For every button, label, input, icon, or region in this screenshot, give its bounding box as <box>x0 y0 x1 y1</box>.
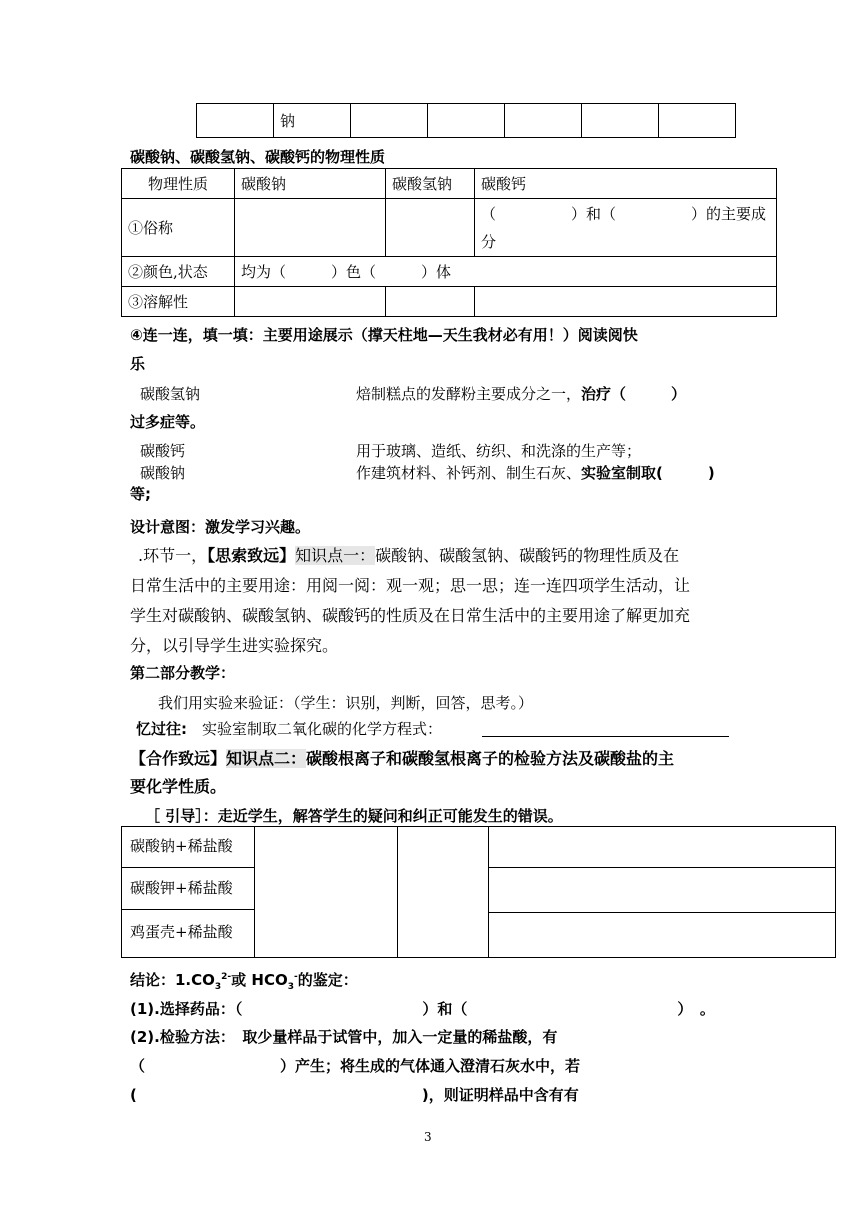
connect-right: 作建筑材料、补钙剂、制生石灰、实验室制取( ) <box>356 464 715 482</box>
step2-line1: (2).检验方法： 取少量样品于试管中，加入一定量的稀盐酸，有 <box>130 1028 558 1046</box>
design-intent: 设计意图：激发学习兴趣。 <box>130 518 311 536</box>
reaction-table <box>121 826 836 958</box>
section1-line4: 分，以引导学生进实验探究。 <box>130 636 339 655</box>
props-row-label: ③溶解性 <box>122 287 235 317</box>
section1-line3: 学生对碳酸钠、碳酸氢钠、碳酸钙的性质及在日常生活中的主要用途了解更加充 <box>130 606 691 625</box>
top-table <box>196 103 736 138</box>
connect-right: 焙制糕点的发酵粉主要成分之一，治疗（ ） <box>356 385 687 403</box>
color-state-text: 均为（ ）色（ ）体 <box>235 257 777 287</box>
top-table-cell: 钠 <box>274 104 351 138</box>
reaction-row-label: 碳酸钾+稀盐酸 <box>130 879 233 897</box>
props-table <box>121 168 777 317</box>
props-header: 碳酸氢钠 <box>386 169 475 199</box>
props-header: 碳酸钠 <box>235 169 386 199</box>
props-heading: 碳酸钠、碳酸氢钠、碳酸钙的物理性质 <box>130 148 386 166</box>
part2-heading: 第二部分教学： <box>130 664 236 682</box>
props-row-label: ①俗称 <box>122 199 235 257</box>
connect-left: 碳酸钙 <box>140 442 186 460</box>
nickname-caco3-line1: （ ）和（ ）的主要成 <box>481 204 767 223</box>
step2-line3: ( )，则证明样品中含有有 <box>130 1086 579 1104</box>
section1-line1: .环节一，【思索致远】知识点一：碳酸钠、碳酸氢钠、碳酸钙的物理性质及在 <box>138 546 680 565</box>
connect-continuation: 过多症等。 <box>130 413 206 431</box>
connect-continuation: 等; <box>130 485 151 503</box>
connect-left: 碳酸氢钠 <box>140 385 201 403</box>
conclusion-line: 结论：$1.CO_3^{2-}$或 $HCO_3^-$的鉴定： <box>130 971 358 992</box>
step2-line2: （ ）产生；将生成的气体通入澄清石灰水中，若 <box>130 1057 581 1075</box>
recall-line: 忆过往: 实验室制取二氧化碳的化学方程式： <box>136 720 443 738</box>
experiment-line: 我们用实验来验证：（学生：识别，判断，回答，思考。） <box>158 694 534 712</box>
guide-line: ［ 引导］：走近学生，解答学生的疑问和纠正可能发生的错误。 <box>145 807 563 825</box>
reaction-row-label: 鸡蛋壳+稀盐酸 <box>130 923 233 941</box>
nickname-caco3-line2: 分 <box>481 232 497 251</box>
reaction-row-label: 碳酸钠+稀盐酸 <box>130 837 233 855</box>
coop-line2: 要化学性质。 <box>130 777 227 796</box>
props-row-label: ②颜色,状态 <box>122 257 235 287</box>
coop-line1: 【合作致远】知识点二：碳酸根离子和碳酸氢根离子的检验方法及碳酸盐的主 <box>130 749 675 768</box>
recall-answer-line <box>482 736 729 737</box>
props-header: 碳酸钙 <box>475 169 777 199</box>
connect-heading-cont: 乐 <box>130 355 146 373</box>
section1-line2: 日常生活中的主要用途：用阅一阅：观一观；思一思；连一连四项学生活动，让 <box>130 576 691 595</box>
step1-line: (1).选择药品：（ ）和（ ） 。 <box>130 1000 715 1018</box>
props-header: 物理性质 <box>122 169 235 199</box>
connect-left: 碳酸钠 <box>140 464 186 482</box>
page-number: 3 <box>424 1130 432 1144</box>
connect-heading: ④连一连，填一填：主要用途展示（撑天柱地—天生我材必有用！）阅读阅快 <box>130 326 638 344</box>
connect-right: 用于玻璃、造纸、纺织、和洗涤的生产等； <box>356 442 642 460</box>
